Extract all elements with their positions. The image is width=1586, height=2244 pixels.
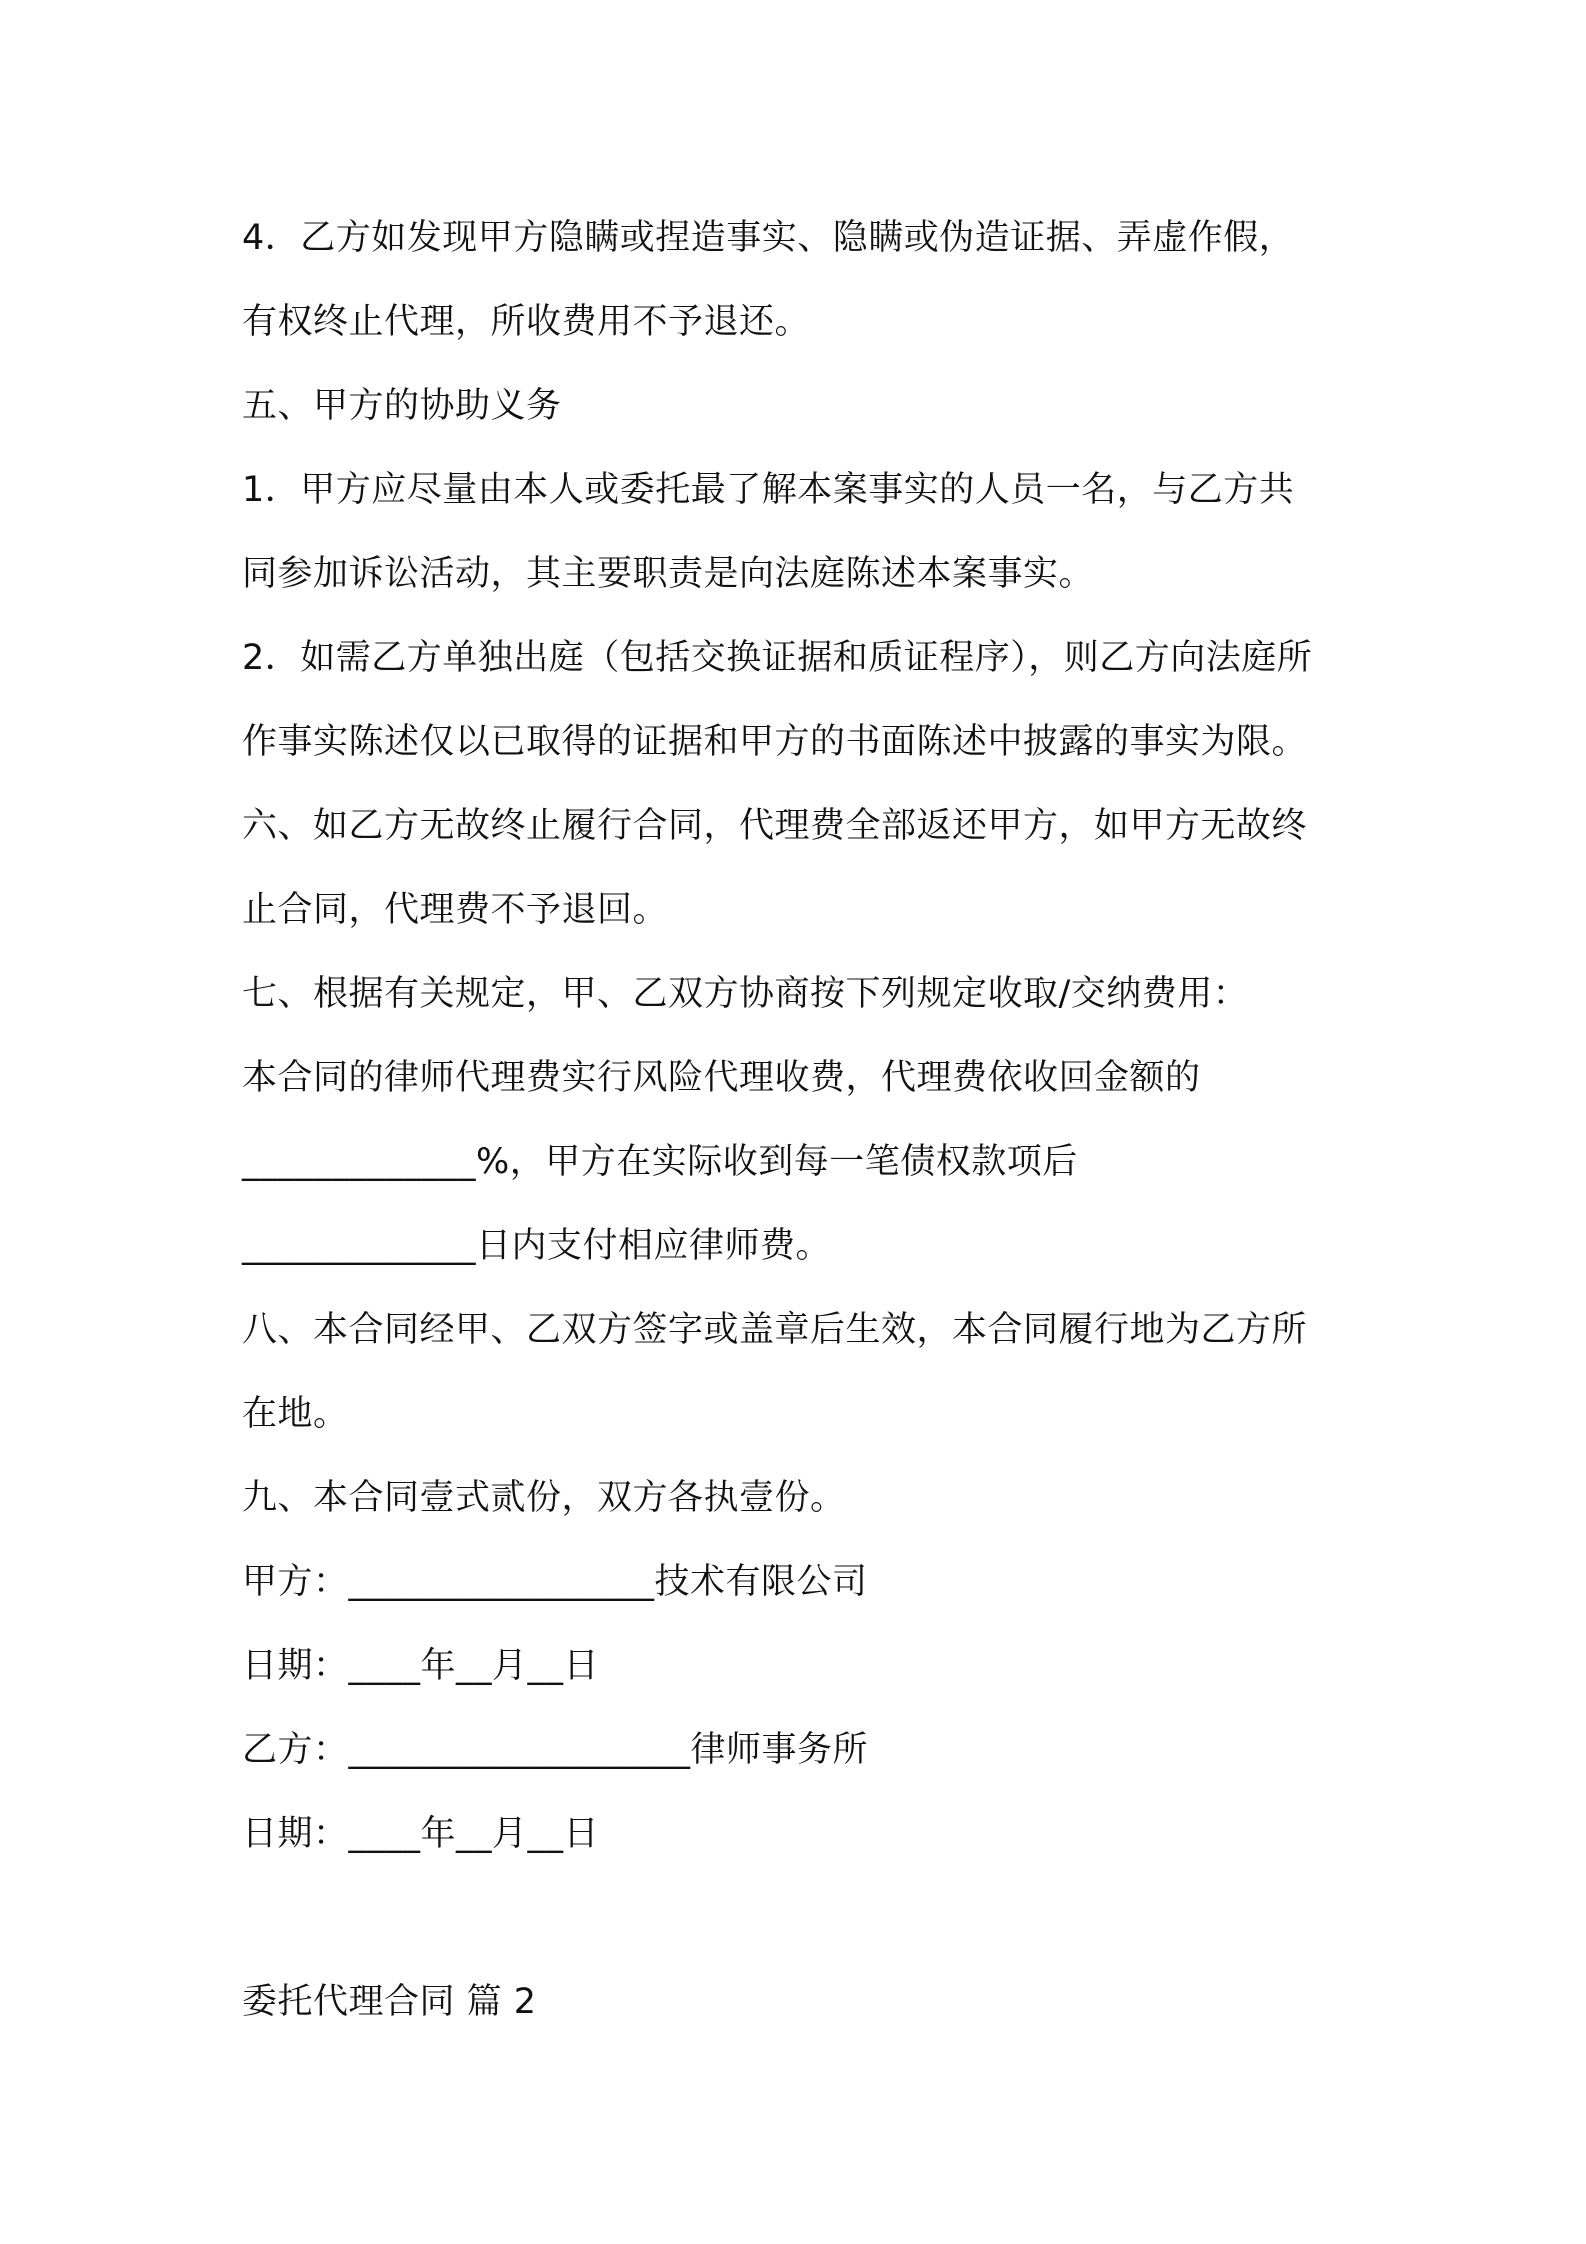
section-7-line-1: 本合同的律师代理费实行风险代理收费，代理费依收回金额的: [242, 1058, 1201, 1098]
party-b-signature-line: 乙方：___________________律师事务所: [242, 1730, 869, 1770]
section-7-line-3: _____________日内支付相应律师费。: [242, 1226, 832, 1266]
section-8-line-2: 在地。: [242, 1394, 349, 1434]
blank-spacer: [242, 1876, 1362, 1960]
party-a-signature-line: 甲方：_________________技术有限公司: [242, 1562, 868, 1602]
section-7-heading: 七、根据有关规定，甲、乙双方协商按下列规定收取/交纳费用：: [242, 974, 1249, 1014]
clause-5-1-line-2: 同参加诉讼活动，其主要职责是向法庭陈述本案事实。: [242, 554, 1095, 594]
clause-5-1-line-1: 1．甲方应尽量由本人或委托最了解本案事实的人员一名，与乙方共: [242, 470, 1295, 510]
clause-4-line-1: 4．乙方如发现甲方隐瞒或捏造事实、隐瞒或伪造证据、弄虚作假，: [242, 218, 1295, 258]
section-7-line-2: _____________%，甲方在实际收到每一笔债权款项后: [242, 1142, 1078, 1182]
party-a-date-line: 日期：____年__月__日: [242, 1646, 600, 1686]
party-b-date-line: 日期：____年__月__日: [242, 1814, 600, 1854]
clause-5-2-line-1: 2．如需乙方单独出庭（包括交换证据和质证程序），则乙方向法庭所: [242, 638, 1313, 678]
section-6-line-1: 六、如乙方无故终止履行合同，代理费全部返还甲方，如甲方无故终: [242, 806, 1308, 846]
section-8-line-1: 八、本合同经甲、乙双方签字或盖章后生效，本合同履行地为乙方所: [242, 1310, 1308, 1350]
section-title: 委托代理合同 篇 2: [242, 1982, 537, 2022]
section-heading-5: 五、甲方的协助义务: [242, 386, 562, 426]
section-6-line-2: 止合同，代理费不予退回。: [242, 890, 669, 930]
document-body: [242, 196, 1362, 2044]
section-9: 九、本合同壹式贰份，双方各执壹份。: [242, 1478, 846, 1518]
clause-4-line-2: 有权终止代理，所收费用不予退还。: [242, 302, 811, 342]
clause-5-2-line-2: 作事实陈述仅以已取得的证据和甲方的书面陈述中披露的事实为限。: [242, 722, 1308, 762]
